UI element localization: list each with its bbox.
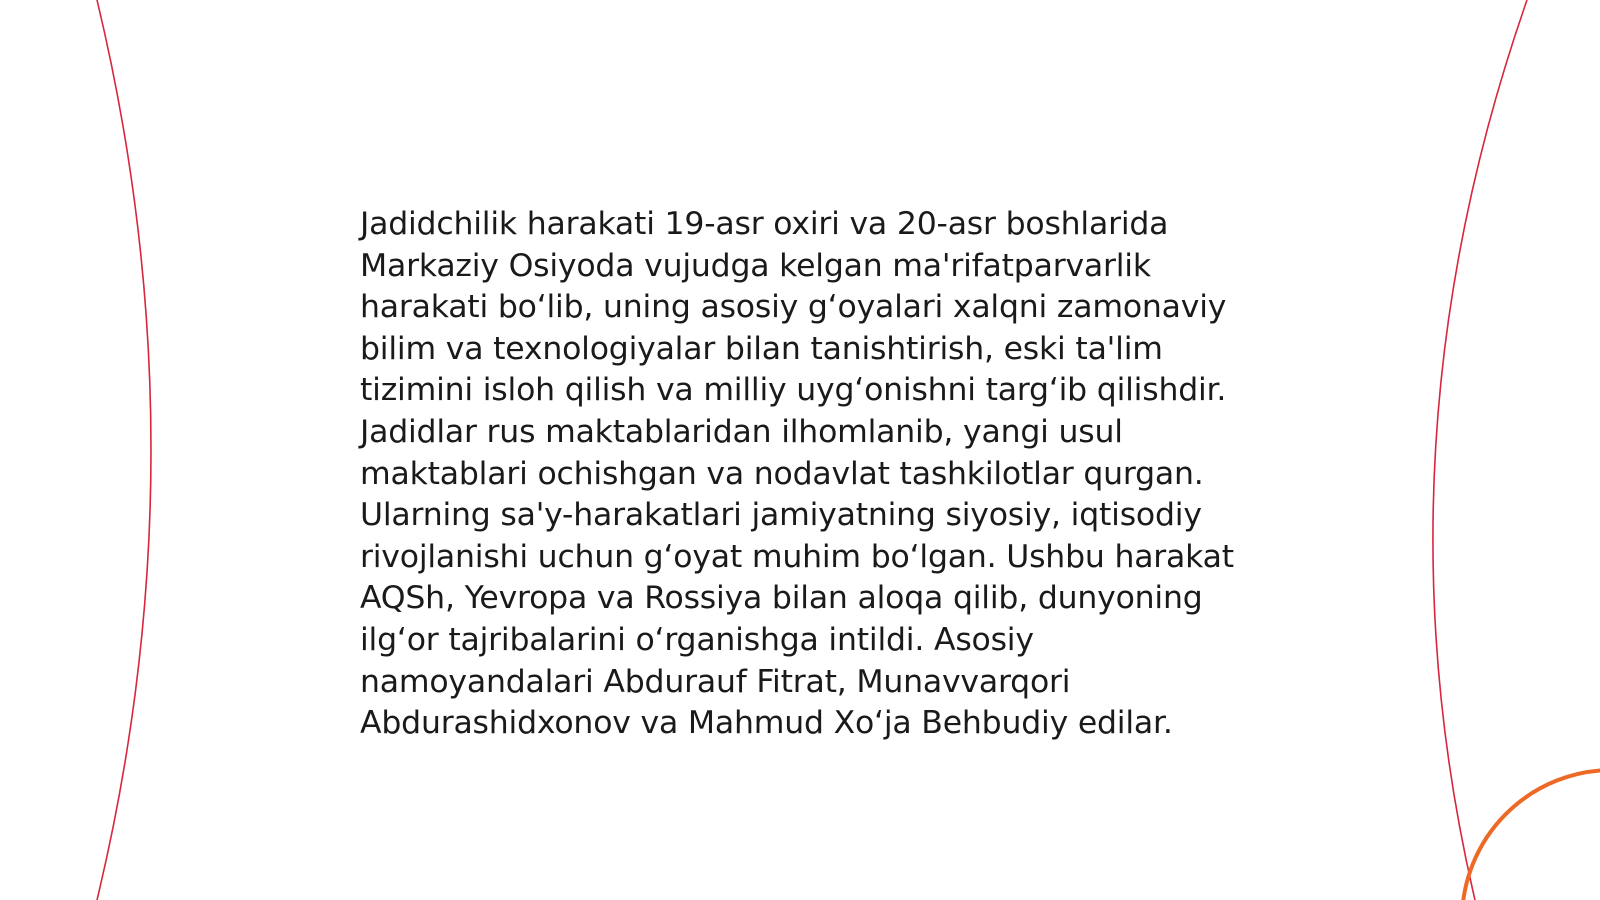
left-red-arc [97,0,151,900]
orange-ring [1462,770,1600,900]
right-red-arc [1433,0,1527,900]
body-paragraph: Jadidchilik harakati 19-asr oxiri va 20-asr boshlarida Markaziy Osiyoda vujudga kelgan ma'rifatparvarlik harakati bo‘lib, uning asosiy g‘oyalari xalqni zamonaviy bilim va texnologiyalar bilan tanishtirish, eski ta'lim tizimini isloh qilish va milliy uyg‘onishni targ‘ib qilishdir. Jadidlar rus maktablaridan ilhomlanib, yangi usul maktablari ochishgan va nodavlat tashkilotlar qurgan. Ularning sa'y-harakatlari jamiyatning siyosiy, iqtisodiy rivojlanishi uchun g‘oyat muhim bo‘lgan. Ushbu harakat AQSh, Yevropa va Rossiya bilan aloqa qilib, dunyoning ilg‘or tajribalarini o‘rganishga intildi. Asosiy namoyandalari Abdurauf Fitrat, Munavvarqori Abdurashidxonov va Mahmud Xo‘ja Behbudiy edilar. [360,206,1234,742]
